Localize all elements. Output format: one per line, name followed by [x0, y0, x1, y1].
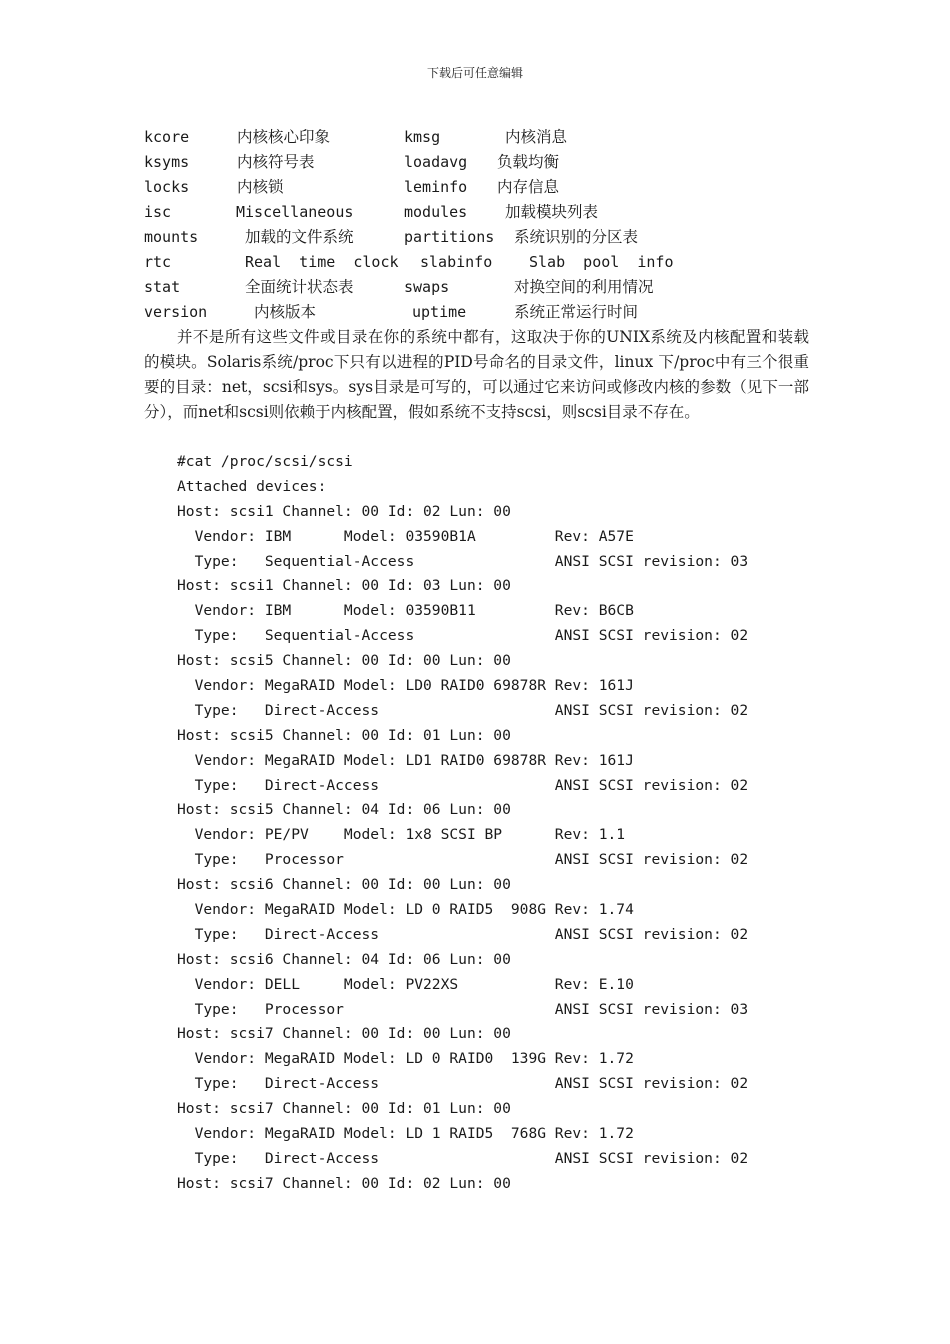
- table-row: [144, 225, 809, 250]
- file-description: 内核符号表: [237, 153, 315, 171]
- code-line: Host: scsi6 Channel: 00 Id: 00 Lun: 00: [177, 876, 511, 894]
- file-description: 系统识别的分区表: [514, 228, 639, 246]
- code-line: Type: Direct-Access ANSI SCSI revision: 02: [177, 701, 749, 719]
- file-description: 系统正常运行时间: [514, 303, 639, 321]
- code-line: Vendor: MegaRAID Model: LD 0 RAID5 908G Rev: 1.74: [177, 901, 634, 919]
- code-line: Host: scsi5 Channel: 00 Id: 00 Lun: 00: [177, 652, 511, 670]
- code-line: Type: Direct-Access ANSI SCSI revision: 02: [177, 925, 749, 943]
- code-line: Vendor: MegaRAID Model: LD 0 RAID0 139G Rev: 1.72: [177, 1050, 634, 1068]
- document-body: [144, 125, 809, 1197]
- table-row: [144, 125, 809, 150]
- table-row: [144, 250, 809, 275]
- file-name: partitions: [404, 228, 495, 246]
- code-line: Vendor: IBM Model: 03590B1A Rev: A57E: [177, 527, 634, 545]
- code-block: [144, 450, 809, 1197]
- table-row: [144, 175, 809, 200]
- code-line: Host: scsi7 Channel: 00 Id: 01 Lun: 00: [177, 1100, 511, 1118]
- code-line: Host: scsi1 Channel: 00 Id: 02 Lun: 00: [177, 502, 511, 520]
- file-description: 内核版本: [254, 303, 317, 321]
- file-description: Slab pool info: [529, 253, 674, 271]
- code-line: Vendor: MegaRAID Model: LD0 RAID0 69878R Rev: 161J: [177, 677, 634, 695]
- code-line: Host: scsi7 Channel: 00 Id: 00 Lun: 00: [177, 1025, 511, 1043]
- file-description: Real time clock: [245, 253, 399, 271]
- file-name: loadavg: [404, 153, 468, 171]
- code-line: Type: Processor ANSI SCSI revision: 02: [177, 851, 749, 869]
- file-name: stat: [144, 278, 181, 296]
- file-name: locks: [144, 178, 190, 196]
- file-description: 加载模块列表: [505, 203, 599, 221]
- code-line: Type: Sequential-Access ANSI SCSI revision: 03: [177, 552, 749, 570]
- proc-file-table: [144, 125, 809, 325]
- table-row: [144, 150, 809, 175]
- table-row: [144, 275, 809, 300]
- file-description: 负载均衡: [497, 153, 560, 171]
- file-name: kmsg: [404, 128, 441, 146]
- file-name: rtc: [144, 253, 172, 271]
- code-line: Attached devices:: [177, 477, 327, 495]
- file-name: version: [144, 303, 208, 321]
- file-description: 内核锁: [237, 178, 284, 196]
- code-line: Host: scsi5 Channel: 00 Id: 01 Lun: 00: [177, 726, 511, 744]
- file-name: kcore: [144, 128, 190, 146]
- code-line: Type: Sequential-Access ANSI SCSI revision: 02: [177, 627, 749, 645]
- code-line: Type: Processor ANSI SCSI revision: 03: [177, 1000, 749, 1018]
- file-description: 全面统计状态表: [245, 278, 354, 296]
- page-header: 下载后可任意编辑: [426, 66, 523, 80]
- file-name: slabinfo: [420, 253, 493, 271]
- code-line: Host: scsi6 Channel: 04 Id: 06 Lun: 00: [177, 950, 511, 968]
- code-line: Vendor: MegaRAID Model: LD 1 RAID5 768G Rev: 1.72: [177, 1125, 634, 1143]
- code-line: Host: scsi7 Channel: 00 Id: 02 Lun: 00: [177, 1174, 511, 1192]
- code-line: Type: Direct-Access ANSI SCSI revision: 02: [177, 1075, 749, 1093]
- code-line: Type: Direct-Access ANSI SCSI revision: 02: [177, 1149, 749, 1167]
- code-line: Host: scsi1 Channel: 00 Id: 03 Lun: 00: [177, 577, 511, 595]
- code-line: Host: scsi5 Channel: 04 Id: 06 Lun: 00: [177, 801, 511, 819]
- file-name: modules: [404, 203, 468, 221]
- file-name: mounts: [144, 228, 199, 246]
- file-name: ksyms: [144, 153, 190, 171]
- file-name: isc: [144, 203, 172, 221]
- table-row: [144, 300, 809, 325]
- file-description: Miscellaneous: [236, 203, 354, 221]
- file-description: 对换空间的利用情况: [514, 278, 654, 296]
- code-line: Vendor: MegaRAID Model: LD1 RAID0 69878R Rev: 161J: [177, 751, 634, 769]
- file-name: uptime: [412, 303, 467, 321]
- file-description: 内存信息: [497, 178, 560, 196]
- file-description: 内核核心印象: [237, 128, 331, 146]
- code-line: Type: Direct-Access ANSI SCSI revision: 02: [177, 776, 749, 794]
- file-description: 内核消息: [505, 128, 568, 146]
- paragraph-text: 并不是所有这些文件或目录在你的系统中都有，这取决于你的UNIX系统及内核配置和装载的模块。Solaris系统/proc下只有以进程的PID号命名的目录文件，linux 下/proc中有三个很重要的目录：net，scsi和sys。sys目录是可写的，可以通过它来访问或修改内核的参数（见下一部分），而net和scsi则依赖于内核配置，假如系统不支持scsi，则scsi目录不存在。: [144, 328, 809, 421]
- file-description: 加载的文件系统: [245, 228, 354, 246]
- code-line: Vendor: IBM Model: 03590B11 Rev: B6CB: [177, 602, 634, 620]
- file-name: leminfo: [404, 178, 468, 196]
- code-line: Vendor: DELL Model: PV22XS Rev: E.10: [177, 975, 634, 993]
- code-line: Vendor: PE/PV Model: 1x8 SCSI BP Rev: 1.1: [177, 826, 626, 844]
- body-paragraph: [144, 325, 809, 425]
- code-line: #cat /proc/scsi/scsi: [177, 453, 353, 470]
- table-row: [144, 200, 809, 225]
- file-name: swaps: [404, 278, 450, 296]
